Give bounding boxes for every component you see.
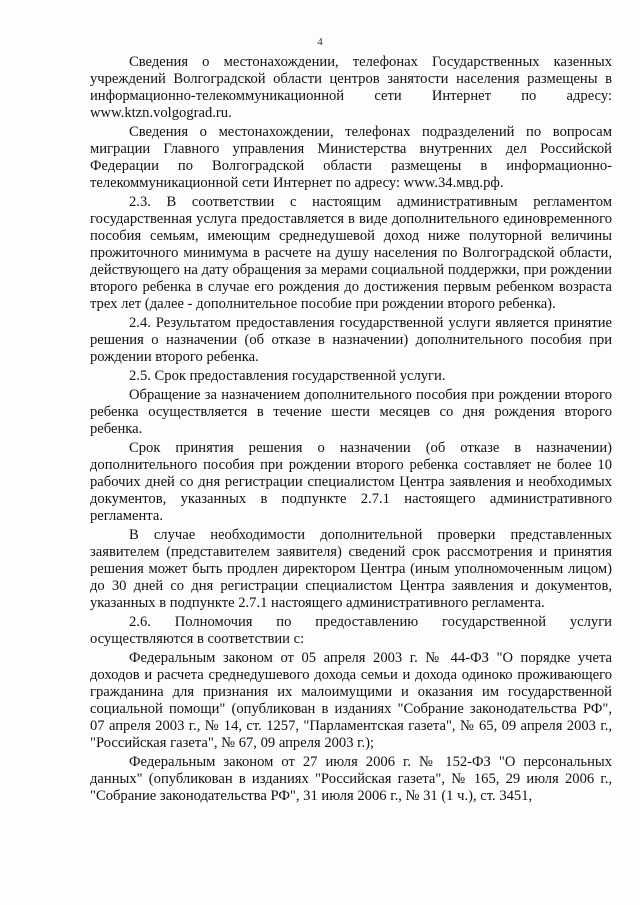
paragraph-migration-units-info: Сведения о местонахождении, телефонах подразделений по вопросам миграции Главного управления Министерства внутренних дел Российской Федерации по Волгоградской области размещены в информационно-телекоммуникационной сети Интернет по адресу: www.34.мвд.рф. (90, 124, 612, 191)
paragraph-section-2-6: 2.6. Полномочия по предоставлению государственной услуги осуществляются в соответствии с: (90, 614, 612, 647)
paragraph-application-deadline: Обращение за назначением дополнительного пособия при рождении второго ребенка осуществляется в течение шести месяцев со дня рождения второго ребенка. (90, 387, 612, 437)
paragraph-law-44-fz: Федеральным законом от 05 апреля 2003 г. № 44-ФЗ "О порядке учета доходов и расчета среднедушевого дохода семьи и дохода одиноко проживающего гражданина для признания их малоимущими и оказания им государственной социальной помощи" (опубликован в изданиях "Собрание законодательства РФ", 07 апреля 2003 г., № 14, ст. 1257, "Парламентская газета", № 65, 09 апреля 2003 г., "Российская газета", № 67, 09 апреля 2003 г.); (90, 650, 612, 751)
paragraph-extension: В случае необходимости дополнительной проверки представленных заявителем (представителем заявителя) сведений срок рассмотрения и принятия решения может быть продлен директором Центра (иным уполномоченным лицом) до 30 дней со дня регистрации специалистом Центра заявления и документов, указанных в подпункте 2.7.1 настоящего административного регламента. (90, 527, 612, 611)
paragraph-decision-deadline: Срок принятия решения о назначении (об отказе в назначении) дополнительного пособия при рождении второго ребенка составляет не более 10 рабочих дней со дня регистрации специалистом Центра заявления и необходимых документов, указанных в подпункте 2.7.1 настоящего административного регламента. (90, 440, 612, 524)
paragraph-law-152-fz: Федеральным законом от 27 июля 2006 г. № 152-ФЗ "О персональных данных" (опубликован в изданиях "Российская газета", № 165, 29 июля 2006 г., "Собрание законодательства РФ", 31 июля 2006 г., № 31 (1 ч.), ст. 3451, (90, 754, 612, 804)
page-number: 4 (317, 36, 323, 48)
paragraph-section-2-3: 2.3. В соответствии с настоящим административным регламентом государственная услуга предоставляется в виде дополнительного единовременного пособия семьям, имеющим среднедушевой доход ниже полуторной величины прожиточного минимума в расчете на душу населения по Волгоградской области, действующего на дату обращения за мерами социальной поддержки, при рождении второго ребенка в случае его рождения до достижения первым ребенком возраста трех лет (далее - дополнительное пособие при рождении второго ребенка). (90, 194, 612, 312)
document-body (90, 54, 612, 807)
paragraph-section-2-5-heading: 2.5. Срок предоставления государственной услуги. (129, 368, 446, 384)
paragraph-employment-centers-info: Сведения о местонахождении, телефонах Государственных казенных учреждений Волгоградской области центров занятости населения размещены в информационно-телекоммуникационной сети Интернет по адресу: www.ktzn.volgograd.ru. (90, 54, 612, 121)
paragraph-section-2-4: 2.4. Результатом предоставления государственной услуги является принятие решения о назначении (об отказе в назначении) дополнительного пособия при рождении второго ребенка. (90, 315, 612, 365)
